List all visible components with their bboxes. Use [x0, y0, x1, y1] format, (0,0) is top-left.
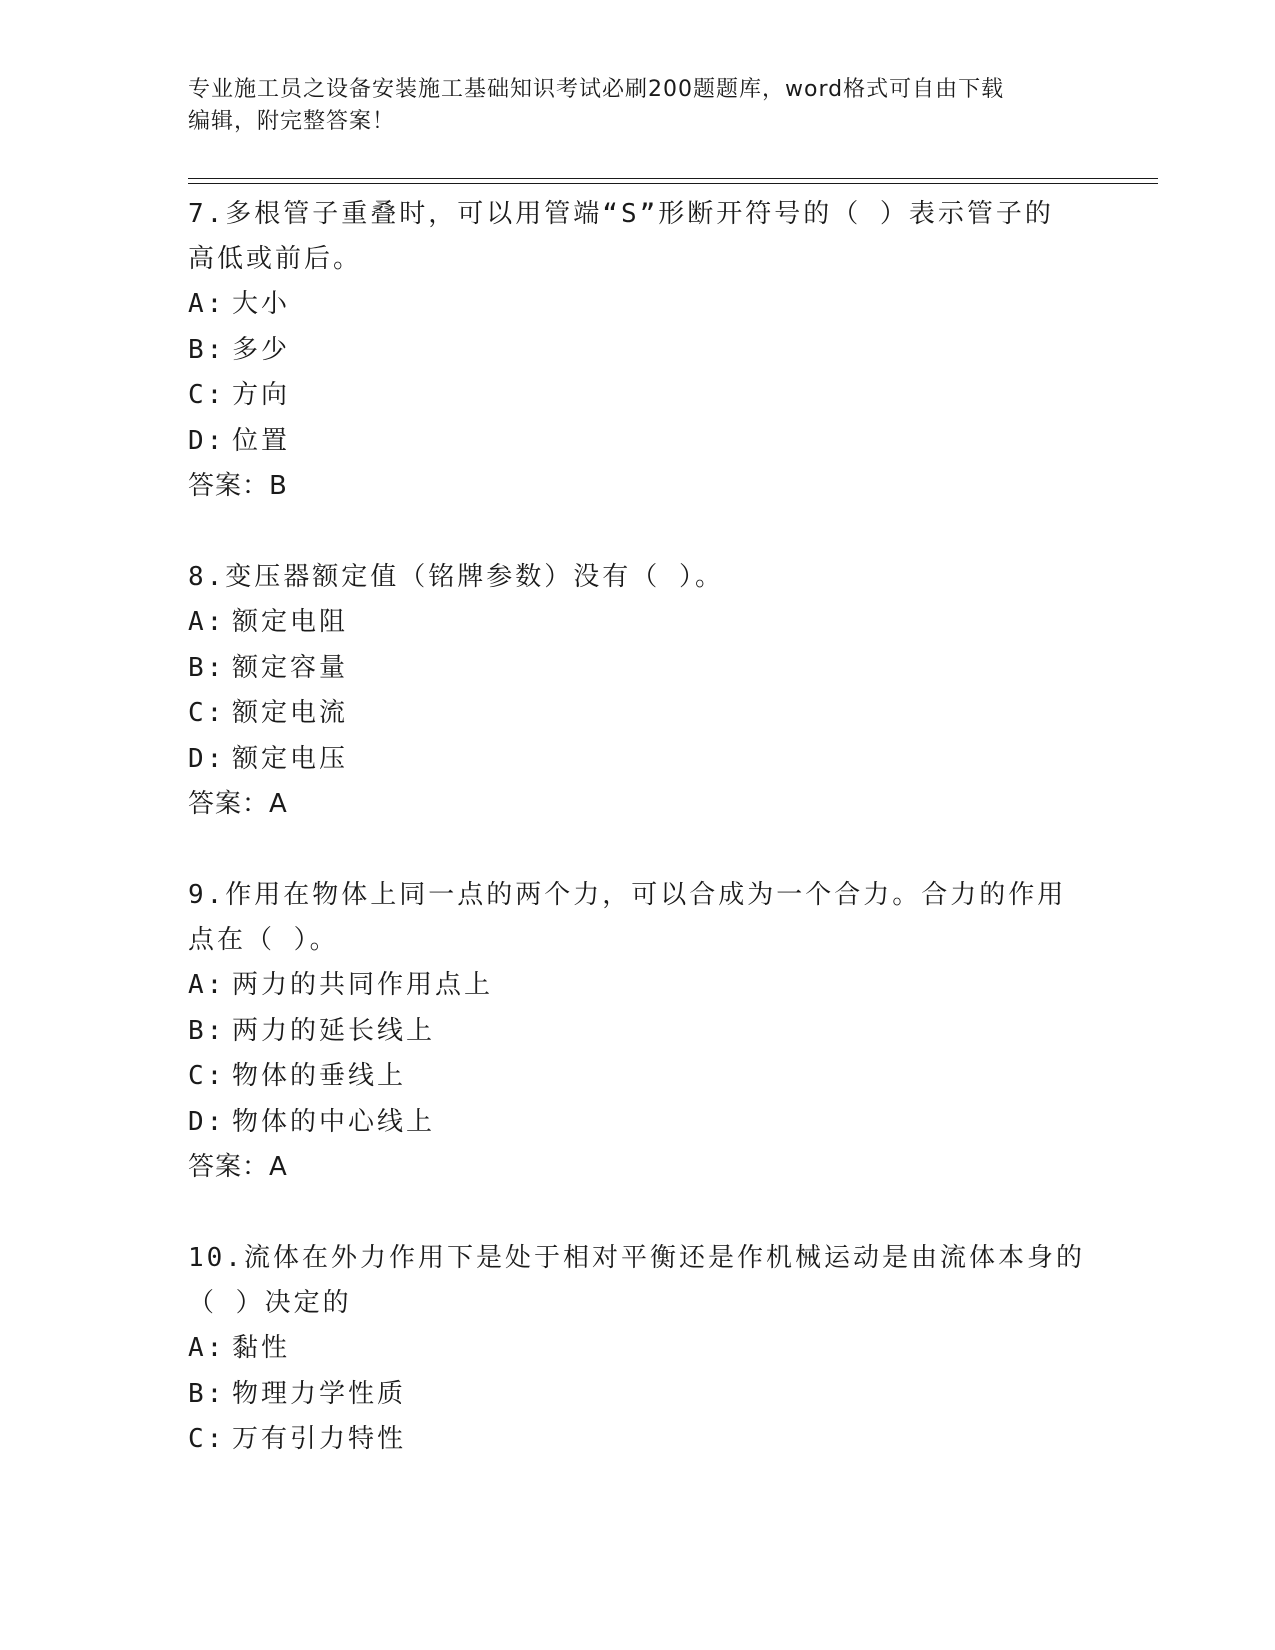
option-b	[188, 1372, 1088, 1418]
header-divider-bottom	[188, 183, 1158, 184]
question-text-line-2: （ ）决定的	[188, 1288, 352, 1318]
option-d	[188, 737, 1088, 783]
option-letter: A:	[188, 970, 226, 1000]
option-d	[188, 1100, 1088, 1146]
question-text-line-1: 7.多根管子重叠时，可以用管端“S”形断开符号的（ ）表示管子的	[188, 199, 1054, 229]
option-d	[188, 419, 1088, 465]
option-letter: B:	[188, 1015, 226, 1046]
option-letter: A:	[188, 607, 226, 637]
option-letter: C:	[188, 1424, 226, 1454]
question-text-line-1: 9.作用在物体上同一点的两个力，可以合成为一个合力。合力的作用	[188, 880, 1067, 910]
option-letter: C:	[188, 380, 226, 410]
option-text: 额定电流	[232, 698, 349, 728]
option-text: 物体的中心线上	[232, 1106, 436, 1137]
option-text: 方向	[232, 380, 291, 410]
option-c	[188, 1054, 1088, 1100]
option-text: 多少	[232, 334, 291, 365]
header-divider-top	[188, 178, 1158, 179]
option-c	[188, 1417, 1088, 1463]
option-b	[188, 328, 1088, 374]
option-letter: B:	[188, 1378, 226, 1409]
question-text-line-2: 高低或前后。	[188, 244, 363, 274]
option-text: 额定电阻	[232, 607, 349, 637]
option-letter: A:	[188, 1333, 226, 1363]
question-7	[188, 192, 1088, 509]
option-text: 两力的共同作用点上	[232, 970, 494, 1000]
option-letter: D:	[188, 425, 226, 456]
option-text: 物理力学性质	[232, 1378, 407, 1409]
question-text-line-1: 8.变压器额定值（铭牌参数）没有（ ）。	[188, 562, 724, 592]
answer-label: 答案：A	[188, 1152, 288, 1182]
option-a	[188, 600, 1088, 646]
question-9	[188, 873, 1088, 1190]
question-text-line-1: 10.流体在外力作用下是处于相对平衡还是作机械运动是由流体本身的	[188, 1243, 1085, 1273]
header-line-1: 专业施工员之设备安装施工基础知识考试必刷200题题库，word格式可自由下载	[188, 77, 1005, 102]
option-letter: D:	[188, 743, 226, 774]
option-text: 额定电压	[232, 743, 349, 774]
option-letter: A:	[188, 289, 226, 319]
document-header	[188, 74, 1088, 138]
option-a	[188, 282, 1088, 328]
option-text: 万有引力特性	[232, 1424, 407, 1454]
option-c	[188, 373, 1088, 419]
option-letter: C:	[188, 1061, 226, 1091]
option-c	[188, 691, 1088, 737]
option-text: 两力的延长线上	[232, 1015, 436, 1046]
option-text: 额定容量	[232, 652, 349, 683]
question-8	[188, 555, 1088, 827]
header-line-2: 编辑，附完整答案！	[188, 109, 396, 134]
option-letter: C:	[188, 698, 226, 728]
option-letter: B:	[188, 334, 226, 365]
option-text: 大小	[232, 289, 291, 319]
option-letter: B:	[188, 652, 226, 683]
option-text: 黏性	[232, 1333, 291, 1363]
option-b	[188, 646, 1088, 692]
option-text: 位置	[232, 425, 291, 456]
option-a	[188, 963, 1088, 1009]
question-list	[188, 192, 1088, 1509]
option-b	[188, 1009, 1088, 1055]
question-10	[188, 1236, 1088, 1463]
question-text-line-2: 点在（ ）。	[188, 925, 339, 955]
option-a	[188, 1326, 1088, 1372]
option-letter: D:	[188, 1106, 226, 1137]
answer-label: 答案：B	[188, 471, 288, 501]
option-text: 物体的垂线上	[232, 1061, 407, 1091]
answer-label: 答案：A	[188, 789, 288, 819]
